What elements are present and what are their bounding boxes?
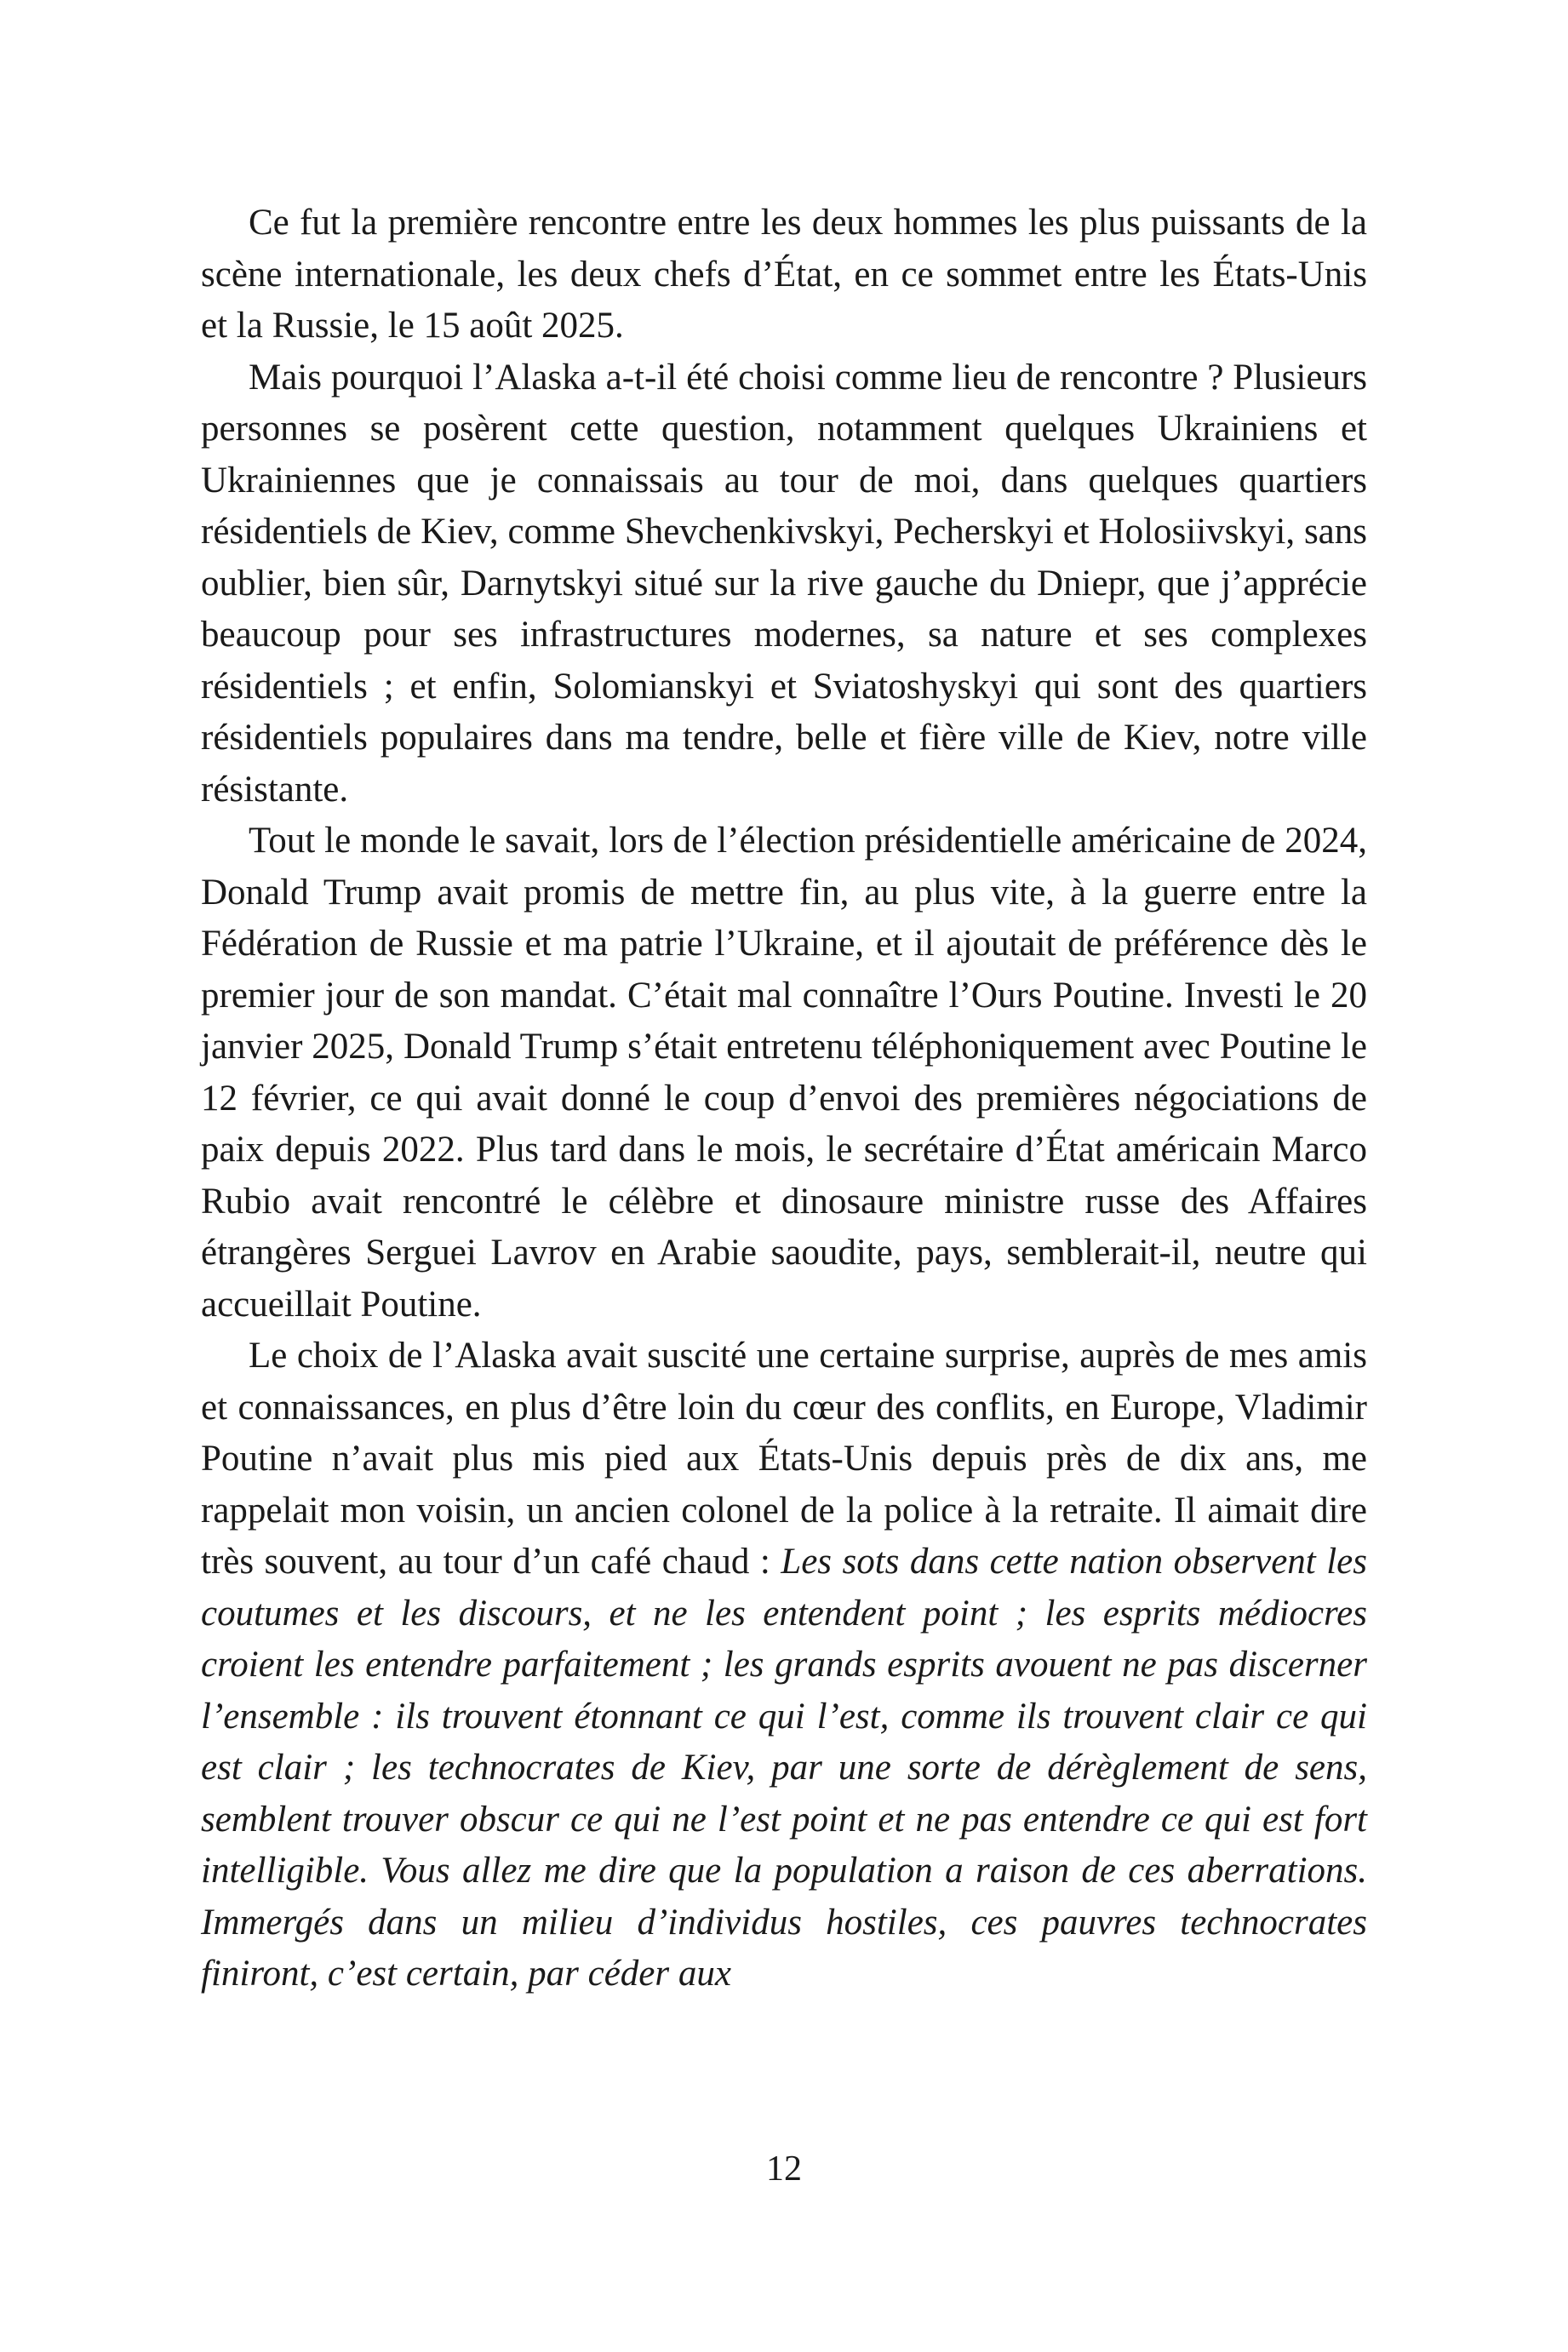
page-number: 12	[766, 2149, 802, 2189]
body-text	[201, 197, 1367, 2000]
paragraph-1: Ce fut la première rencontre entre les deux hommes les plus puissants de la scène internationale, les deux chefs d’État, en ce sommet entre les États-Unis et la Russie, le 15 août 2025.	[201, 203, 1367, 346]
paragraph-3: Tout le monde le savait, lors de l’élection présidentielle américaine de 2024, Donald Trump avait promis de mettre fin, au plus vite, à la guerre entre la Fédération de Russie et ma patrie l’Ukraine, et il ajoutait de préférence dès le premier jour de son mandat. C’était mal connaître l’Ours Poutine. Investi le 20 janvier 2025, Donald Trump s’était entretenu téléphoniquement avec Poutine le 12 février, ce qui avait donné le coup d’envoi des premières négociations de paix depuis 2022. Plus tard dans le mois, le secrétaire d’État américain Marco Rubio avait rencontré le célèbre et dinosaure ministre russe des Affaires étrangères Serguei Lavrov en Arabie saoudite, pays, semblerait-il, neutre qui accueillait Poutine.	[201, 821, 1367, 1325]
paragraph-4-italic-quote: Les sots dans cette nation observent les coutumes et les discours, et ne les entendent point ; les esprits médiocres croient les entendre parfaitement ; les grands esprits avouent ne pas discerner l’ensemble : ils trouvent étonnant ce qui l’est, comme ils trouvent clair ce qui est clair ; les technocrates de Kiev, par une sorte de dérèglement de sens, semblent trouver obscur ce qui ne l’est point et ne pas entendre ce qui est fort intelligible. Vous allez me dire que la population a raison de ces aberrations. Immergés dans un milieu d’individus hostiles, ces pauvres technocrates finiront, c’est certain, par céder aux	[201, 1542, 1367, 1994]
paragraph-4-regular-text: Le choix de l’Alaska avait suscité une certaine surprise, auprès de mes amis et connaissances, en plus d’être loin du cœur des conflits, en Europe, Vladimir Poutine n’avait plus mis pied aux États-Unis depuis près de dix ans, me rappelait mon voisin, un ancien colonel de la police à la retraite. Il aimait dire très souvent, au tour d’un café chaud :	[201, 1336, 1367, 1582]
paragraph-4	[201, 1331, 1367, 2000]
paragraph-2: Mais pourquoi l’Alaska a-t-il été choisi comme lieu de rencontre ? Plusieurs personnes se posèrent cette question, notamment quelques Ukrainiens et Ukrainiennes que je connaissais au tour de moi, dans quelques quartiers résidentiels de Kiev, comme Shevchenkivskyi, Pecherskyi et Holosiivskyi, sans oublier, bien sûr, Darnytskyi situé sur la rive gauche du Dniepr, que j’apprécie beaucoup pour ses infrastructures modernes, sa nature et ses complexes résidentiels ; et enfin, Solomianskyi et Sviatoshyskyi qui sont des quartiers résidentiels populaires dans ma tendre, belle et fière ville de Kiev, notre ville résistante.	[201, 357, 1367, 810]
